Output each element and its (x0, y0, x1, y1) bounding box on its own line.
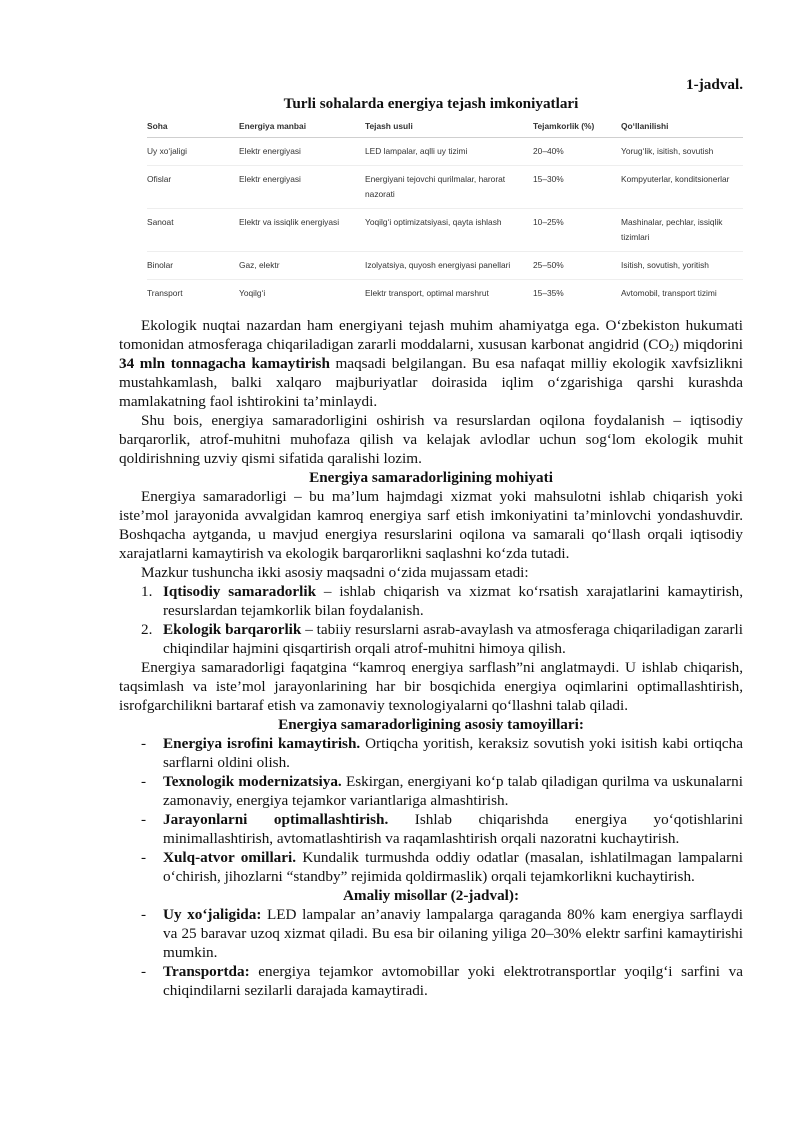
table-cell: 15–35% (533, 288, 564, 298)
table-row (147, 209, 743, 252)
table-cell: Elektr transport, optimal marshrut (365, 288, 489, 298)
document-page (119, 72, 743, 1000)
table-cell: Izolyatsiya, quyosh energiyasi panellari (365, 252, 533, 280)
table-cell: Transport (147, 288, 183, 298)
table-header-row (147, 119, 743, 138)
table-cell: 20–40% (533, 138, 621, 166)
column-header: Tejash usuli (365, 119, 533, 138)
table-cell: LED lampalar, aqlli uy tizimi (365, 138, 533, 166)
table-cell: Elektr energiyasi (239, 166, 365, 209)
list-item: - Uy xo‘jaligida: LED lampalar an’anaviy lampalarga qaraganda 80% kam energiya sarflaydi va 25 baravar uzoq xizmat qiladi. Bu esa bir oilaning yiliga 20–30% elektr sarfini kamaytirishi mumkin. (141, 906, 743, 961)
list-item: - Jarayonlarni optimallashtirish. Ishlab chiqarishda energiya yo‘qotishlarini minimallashtirish, avtomatlashtirish va raqamlashtirish orqali nazoratni kuchaytirish. (141, 811, 743, 847)
column-header: Soha (147, 119, 239, 138)
table-cell: Avtomobil, transport tizimi (621, 288, 717, 298)
table-row (147, 252, 743, 280)
energy-saving-table (147, 119, 743, 307)
section-heading: Amaliy misollar (2-jadval): (342, 887, 520, 904)
examples-list (119, 905, 743, 1000)
paragraph: Shu bois, energiya samaradorligini oshirish va resurslardan oqilona foydalanish – iqtisodiy barqarorlik, atrof-muhitni muhofaza qilish va kelajak avlodlar uchun sog‘lom ekologik muhit qoldirishning uzviy qismi sifatida qaralishi lozim. (119, 412, 743, 467)
table-label: 1-jadval. (686, 76, 743, 93)
list-item: - Transportda: energiya tejamkor avtomobillar yoki elektrotransportlar yoqilg‘i sarfini va chiqindilarni sezilarli darajada kamaytiradi. (141, 963, 743, 999)
column-header: Energiya manbai (239, 119, 365, 138)
paragraph: Ekologik nuqtai nazardan ham energiyani tejash muhim ahamiyatga ega. O‘zbekiston hukumati tomonidan atmosferaga chiqariladigan zararli moddalarni, xususan karbonat angidrid $(CO_2)$ miqdorini 34 mln tonnagacha kamaytirish maqsadi belgilangan. Bu esa nafaqat milliy ekologik xavfsizlikni mustahkamlash, balki xalqaro majburiyatlar doirasida iqlim o‘zgarishiga qarshi kurashda mamlakatning faol ishtirokini ta’minlaydi. (119, 317, 744, 410)
table-cell: Gaz, elektr (239, 252, 365, 280)
table-cell: Yoqilg‘i (239, 288, 266, 298)
column-header: Tejamkorlik (%) (533, 119, 621, 138)
table-cell: Binolar (147, 252, 239, 280)
section-heading: Energiya samaradorligining mohiyati (309, 469, 553, 486)
table-cell: Mashinalar, pechlar, issiqlik tizimlari (621, 209, 743, 252)
table-cell: Ofislar (147, 166, 239, 209)
list-item: 2. Ekologik barqarorlik – tabiiy resurslarni asrab-avaylash va atmosferaga chiqariladigan zararli chiqindilar hajmini qisqartirish orqali atrof-muhitni himoya qilish. (141, 621, 743, 657)
section-heading: Energiya samaradorligining asosiy tamoyillari: (278, 716, 584, 733)
emphasis: 34 mln tonnagacha kamaytirish (119, 355, 330, 372)
paragraph: Mazkur tushuncha ikki asosiy maqsadni o‘zida mujassam etadi: (141, 564, 529, 581)
list-item: - Xulq-atvor omillari. Kundalik turmushda oddiy odatlar (masalan, ishlatilmagan lampalarni o‘chirish, jihozlarni “standby” rejimida qoldirmaslik) orqali tejamkorlikni kuchaytirish. (141, 849, 743, 885)
list-item: - Energiya isrofini kamaytirish. Ortiqcha yoritish, keraksiz sovutish yoki isitish kabi ortiqcha sarflarni oldini olish. (141, 735, 743, 771)
table-row (147, 166, 743, 209)
list-item: - Texnologik modernizatsiya. Eskirgan, energiyani ko‘p talab qiladigan qurilma va uskunalarni zamonaviy, energiya tejamkor variantlariga almashtirish. (141, 773, 743, 809)
table-cell: Sanoat (147, 209, 239, 252)
table-cell: Uy xo‘jaligi (147, 138, 239, 166)
column-header: Qo‘llanilishi (621, 119, 743, 138)
table-title: Turli sohalarda energiya tejash imkoniyatlari (283, 95, 579, 112)
table-cell: Elektr va issiqlik energiyasi (239, 209, 365, 252)
principles-list (119, 734, 743, 886)
table-cell: Isitish, sovutish, yoritish (621, 252, 743, 280)
table-cell: Energiyani tejovchi qurilmalar, harorat nazorati (365, 166, 533, 209)
table-row (147, 280, 743, 308)
list-item: 1. Iqtisodiy samaradorlik – ishlab chiqarish va xizmat ko‘rsatish xarajatlarini kamaytirish, resurslardan tejamkorlik bilan foydalanish. (141, 583, 743, 619)
table-cell: Yoqilg‘i optimizatsiyasi, qayta ishlash (365, 209, 533, 252)
table-cell: Kompyuterlar, konditsionerlar (621, 166, 743, 209)
table-cell: Yorug‘lik, isitish, sovutish (621, 138, 743, 166)
table-cell: Elektr energiyasi (239, 138, 365, 166)
paragraph: Energiya samaradorligi – bu ma’lum hajmdagi xizmat yoki mahsulotni ishlab chiqarish yoki iste’mol jarayonida avvalgidan kamroq energiya sarf etish imkoniyatini ta’minlovchi yondashuvdir. Boshqacha aytganda, u mavjud energiya resurslarini oqilona va samarali qo‘llash orqali iqtisodiy xarajatlarni kamaytirish va ekologik barqarorlikni saqlashni ko‘zda tutadi. (119, 488, 743, 562)
table-cell: 15–30% (533, 166, 621, 209)
goals-list (119, 582, 743, 658)
paragraph: Energiya samaradorligi faqatgina “kamroq energiya sarflash”ni anglatmaydi. U ishlab chiqarish, taqsimlash va iste’mol jarayonlarining har bir bosqichida energiya oqimlarini optimallashtirish, isrofgarchilikni bartaraf etish va zamonaviy texnologiyalarni qo‘llashni talab qiladi. (119, 659, 743, 714)
table-row (147, 138, 743, 166)
table-cell: 10–25% (533, 209, 621, 252)
table-cell: 25–50% (533, 252, 621, 280)
